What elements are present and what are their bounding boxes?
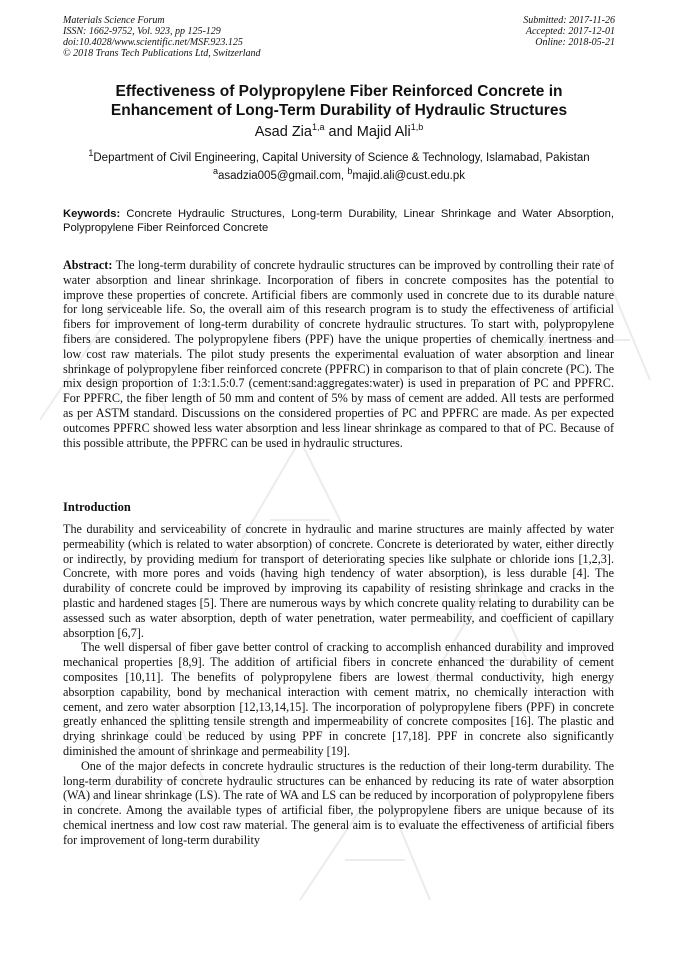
author-list: [0, 124, 678, 140]
title-line: Effectiveness of Polypropylene Fiber Reinforced Concrete in: [115, 83, 563, 100]
keywords-label: Keywords:: [63, 208, 121, 220]
author-superscript: 1,a: [311, 122, 325, 133]
author-name: Majid Ali: [356, 124, 411, 140]
paragraph: One of the major defects in concrete hydraulic structures is the reduction of their long-term durability. The long-term durability of concrete hydraulic structures can be enhanced by reducing its rate of water absorption (WA) and linear shrinkage (LS). The rate of WA and LS can be reduced by incorporation of polypropylene fibers in concrete. Among the available types of artificial fiber, the polypropylene fibers are unique because of its chemical inertness and low cost raw material. The general aim is to evaluate the effectiveness of artificial fibers for improvement of long-term durability: [63, 758, 614, 847]
abstract-label: Abstract:: [63, 258, 113, 272]
affiliation-superscript: 1: [88, 148, 94, 159]
issn-line: ISSN: 1662-9752, Vol. 923, pp 125-129: [63, 26, 221, 37]
author-conjunction: and: [324, 124, 357, 140]
journal-name: Materials Science Forum: [63, 15, 165, 26]
abstract-text: The long-term durability of concrete hydraulic structures can be improved by controlling their rate of water absorption and linear shrinkage. Incorporation of fibers in concrete composites has the potential to improve these properties of concrete. Artificial fibers are commonly used in concrete due to its durable nature for long serviceable life. So, the overall aim of this research program is to study the effectiveness of artificial fibers for improvement of long-term durability of concrete hydraulic structures. To start with, polypropylene fibers are considered. The polypropylene fibers (PPF) have the unique properties of chemically inertness and low cost raw materials. The pilot study presents the experimental evaluation of water absorption and linear shrinkage of polypropylene fiber reinforced concrete (PPFRC) in comparison to that of plain concrete (PC). The mix design proportion of 1:3:1.5:0.7 (cement:sand:aggregates:water) is used in preparation of PC and PPFRC. For PPFRC, the fiber length of 50 mm and content of 5% by mass of cement are added. All tests are performed as per ASTM standard. Discussions on the considered properties of PC and PPFRC are made. As per expected outcomes PPFRC showed less water absorption and less linear shrinkage as compared to that of PC. Because of this possible attribute, the PPFRC can be used in hydraulic structures.: [63, 258, 614, 450]
email-link[interactable]: asadzia005@gmail.com,: [218, 170, 348, 182]
abstract: [63, 258, 614, 450]
author-name: Asad Zia: [254, 124, 312, 140]
keywords-text: Concrete Hydraulic Structures, Long-term Durability, Linear Shrinkage and Water Absorption, Polypropylene Fiber Reinforced Concrete: [63, 208, 614, 234]
email-superscript: b: [347, 166, 353, 177]
accepted-date: Accepted: 2017-12-01: [525, 26, 615, 37]
section-heading: Introduction: [63, 500, 131, 514]
email-superscript: a: [213, 166, 219, 177]
title-line: Enhancement of Long-Term Durability of Hydraulic Structures: [110, 102, 568, 119]
doi-line: doi:10.4028/www.scientific.net/MSF.923.125: [63, 37, 243, 48]
header-left: [63, 15, 261, 59]
introduction-body: [63, 522, 614, 848]
keywords: [63, 208, 614, 235]
online-date: Online: 2018-05-21: [535, 37, 615, 48]
copyright-line: © 2018 Trans Tech Publications Ltd, Switzerland: [63, 48, 261, 59]
author-superscript: 1,b: [410, 122, 424, 133]
email-link[interactable]: majid.ali@cust.edu.pk: [352, 170, 465, 182]
affiliation: [40, 148, 638, 165]
author-emails: [40, 166, 638, 182]
paragraph: The well dispersal of fiber gave better control of cracking to accomplish enhanced durability and improved mechanical properties [8,9]. The addition of artificial fibers in concrete enhanced the durability of cement composites [10,11]. The benefits of polypropylene fibers are lowest thermal conductivity, high energy absorption capability, bond by mechanical interaction with cement matrix, no chemically interaction with cement, and zero water absorption [12,13,14,15]. The incorporation of polypropylene fibers (PPF) in concrete greatly enhanced the splitting tensile strength and impermeability of concrete composites [16]. The plastic and drying shrinkage could be reduced by using PPF in concrete [17,18]. PPF in concrete also significantly diminished the amount of shrinkage and permeability [19].: [63, 640, 614, 758]
submitted-date: Submitted: 2017-11-26: [523, 15, 615, 26]
header-right: [523, 15, 615, 48]
paragraph: The durability and serviceability of concrete in hydraulic and marine structures are mainly affected by water permeability (which is related to water absorption) of concrete. Concrete is deteriorated by water, either directly or indirectly, by providing medium for transport of deteriorating species like sulphate or chloride ions [1,2,3]. Concrete, with more pores and voids (having high tendency of water absorption), is less durable [4]. The durability of concrete could be improved by improving its capability of resisting shrinkage and cracks in the plastic and hardened stages [5]. There are numerous ways by which concrete quality relating to durability can be assessed such as water absorption, depth of water penetration, water permeability, and coefficient of capillary absorption [6,7].: [63, 522, 614, 640]
paper-title: [40, 82, 638, 120]
affiliation-text: Department of Civil Engineering, Capital University of Science & Technology, Islamabad, Pakistan: [93, 152, 590, 164]
